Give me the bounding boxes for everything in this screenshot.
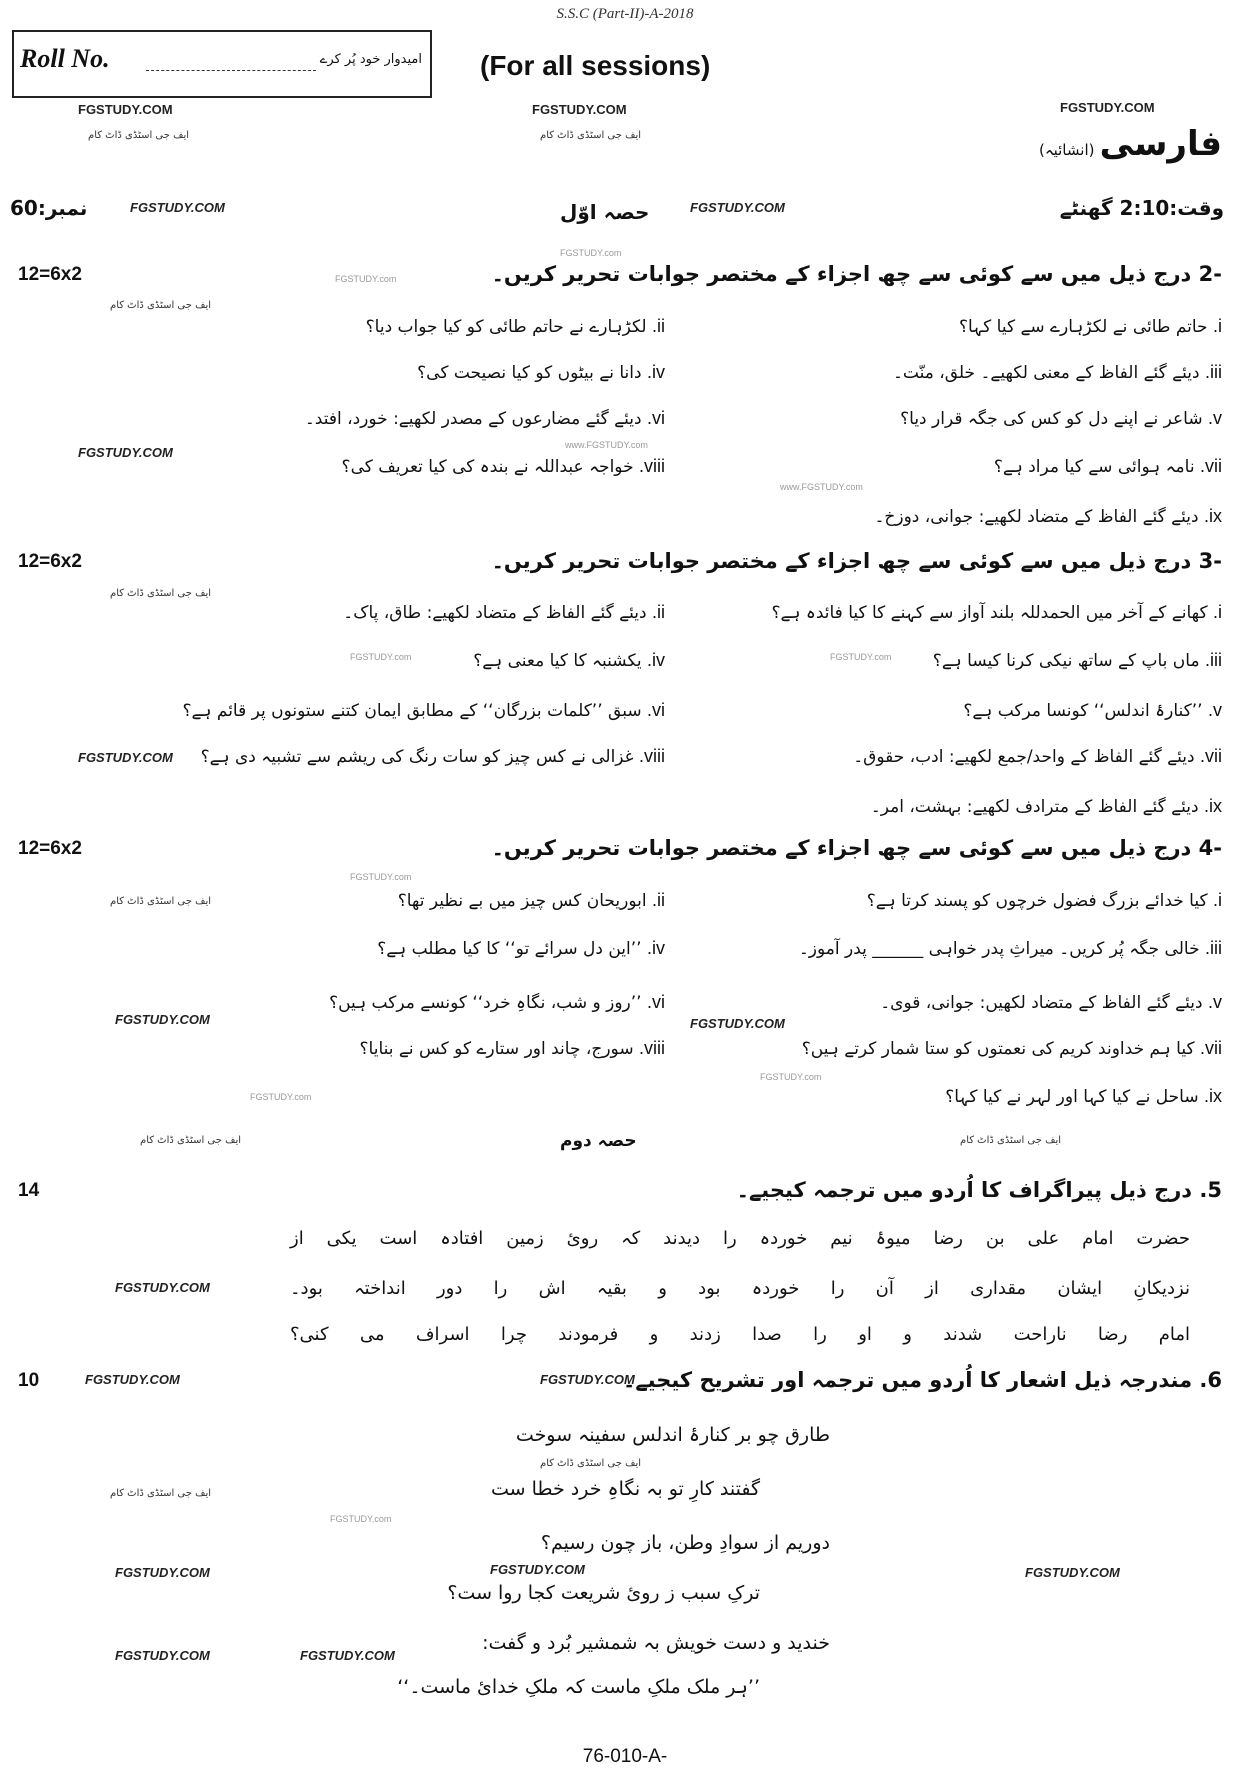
watermark: FGSTUDY.COM [540, 1372, 635, 1387]
watermark-small: www.FGSTUDY.com [780, 482, 863, 492]
question-item [377, 938, 665, 959]
watermark: FGSTUDY.COM [85, 1372, 180, 1387]
question-item [183, 700, 665, 721]
item-number: v. [1207, 408, 1222, 428]
item-number: vii. [1199, 1038, 1222, 1058]
verse-line: خندید و دست خویش بہ شمشیر بُرد و گفت: [482, 1632, 830, 1654]
question-item [305, 408, 665, 429]
q6-heading: 6. مندرجہ ذیل اشعار کا اُردو میں ترجمہ اور تشریح کیجیے۔ [623, 1368, 1222, 1392]
watermark-small: www.FGSTUDY.com [565, 440, 648, 450]
time-allowed: وقت:2:10 گھنٹے [1059, 196, 1224, 220]
q2-marks: 12=6x2 [18, 264, 82, 285]
item-text: ’’این دل سرائے تو‘‘ کا کیا مطلب ہے؟ [377, 939, 642, 959]
watermark: FGSTUDY.COM [115, 1280, 210, 1295]
item-text: خالی جگہ پُر کریں۔ میراثِ پدر خواہی ______ پدر آموز۔ [798, 939, 1200, 959]
item-number: vi. [646, 992, 665, 1012]
item-text: دیئے گئے الفاظ کے معنی لکھیے۔ خلق، منّت۔ [892, 363, 1200, 383]
roll-note: امیدوار خود پُر کرے [319, 52, 422, 67]
item-text: شاعر نے اپنے دل کو کس کی جگہ قرار دیا؟ [900, 409, 1203, 429]
verse-line: ترکِ سبب ز روئ شریعت کجا روا ست؟ [447, 1582, 760, 1604]
watermark: FGSTUDY.COM [115, 1012, 210, 1027]
item-text: کیا ہم خداوند کریم کی نعمتوں کو ستا شمار کرتے ہیں؟ [801, 1039, 1195, 1059]
item-text: نامہ ہوائی سے کیا مراد ہے؟ [993, 457, 1195, 477]
item-number: iii. [1204, 650, 1222, 670]
q4-marks: 12=6x2 [18, 838, 82, 859]
subject-name: فارسی [1099, 124, 1222, 164]
total-marks: نمبر:60 [10, 196, 88, 220]
watermark-small: FGSTUDY.com [830, 652, 892, 662]
question-item [871, 796, 1222, 817]
verse-line: گفتند کارِ تو بہ نگاہِ خرد خطا ست [491, 1478, 760, 1500]
watermark-small: FGSTUDY.com [560, 248, 622, 258]
watermark-urdu: ایف جی اسٹڈی ڈاٹ کام [110, 300, 212, 311]
item-text: دیئے گئے الفاظ کے مترادف لکھیے: بہشت، امر۔ [870, 797, 1199, 817]
item-text: لکڑہارے نے حاتم طائی کو کیا جواب دیا؟ [365, 317, 647, 337]
paper-code: 76-010-A- [582, 1746, 668, 1767]
item-text: دیئے گئے مضارعوں کے مصدر لکھیے: خورد، افتد۔ [304, 409, 642, 429]
roll-label: Roll No. [20, 44, 110, 73]
question-item [874, 506, 1222, 527]
roll-number-box[interactable] [12, 30, 432, 98]
q4-heading: -4 درج ذیل میں سے کوئی سے چھ اجزاء کے مختصر جوابات تحریر کریں۔ [491, 836, 1222, 860]
verse-line: دوریم از سوادِ وطن، باز چون رسیم؟ [540, 1532, 830, 1554]
item-number: iv. [646, 362, 665, 382]
item-text: کیا خدائے بزرگ فضول خرچوں کو پسند کرتا ہے؟ [866, 891, 1208, 911]
item-text: غزالی نے کس چیز کو سات رنگ کی ریشم سے تشبیہ دی ہے؟ [200, 747, 634, 767]
item-text: کھانے کے آخر میں الحمدللہ بلند آواز سے کہنے کا کیا فائدہ ہے؟ [771, 603, 1208, 623]
question-item [772, 602, 1222, 623]
watermark: FGSTUDY.COM [690, 200, 785, 215]
item-number: iii. [1204, 938, 1222, 958]
item-number: v. [1207, 700, 1222, 720]
watermark: FGSTUDY.COM [78, 445, 173, 460]
question-item [853, 746, 1222, 767]
paragraph-line: نزدیکانِ ایشان مقداری از آن را خوردہ بود و بقیہ اش را دور انداختہ بود۔ [290, 1278, 1190, 1299]
item-number: i. [1212, 890, 1222, 910]
verse-line: ’’ہر ملک ملکِ ماست کہ ملکِ خدائ ماست۔‘‘ [397, 1676, 760, 1698]
item-number: vi. [646, 700, 665, 720]
item-number: vii. [1199, 456, 1222, 476]
item-number: iii. [1204, 362, 1222, 382]
question-item [417, 362, 665, 383]
watermark-small: FGSTUDY.com [330, 1514, 392, 1524]
item-text: ابوریحان کس چیز میں بے نظیر تھا؟ [397, 891, 647, 911]
watermark-small: FGSTUDY.com [760, 1072, 822, 1082]
watermark: FGSTUDY.COM [690, 1016, 785, 1031]
item-text: ’’روز و شب، نگاہِ خرد‘‘ کونسے مرکب ہیں؟ [329, 993, 642, 1013]
question-item [900, 408, 1222, 429]
watermark: FGSTUDY.COM [300, 1648, 395, 1663]
watermark-small: FGSTUDY.com [350, 652, 412, 662]
item-number: i. [1212, 602, 1222, 622]
q2-heading: -2 درج ذیل میں سے کوئی سے چھ اجزاء کے مختصر جوابات تحریر کریں۔ [491, 262, 1222, 286]
watermark-urdu: ایف جی اسٹڈی ڈاٹ کام [540, 130, 642, 141]
watermark-small: FGSTUDY.com [335, 274, 397, 284]
watermark-urdu: ایف جی اسٹڈی ڈاٹ کام [540, 1458, 642, 1469]
item-number: ix. [1203, 796, 1222, 816]
watermark-urdu: ایف جی اسٹڈی ڈاٹ کام [960, 1135, 1062, 1146]
watermark: FGSTUDY.COM [130, 200, 225, 215]
watermark: FGSTUDY.COM [115, 1565, 210, 1580]
item-text: دیئے گئے الفاظ کے متضاد لکھیے: طاق، پاک۔ [343, 603, 647, 623]
question-item [959, 316, 1222, 337]
item-text: خواجہ عبداللہ نے بندہ کی کیا تعریف کی؟ [341, 457, 634, 477]
item-text: حاتم طائی نے لکڑہارے سے کیا کہا؟ [958, 317, 1208, 337]
exam-code: S.S.C (Part-II)-A-2018 [556, 6, 694, 22]
watermark-small: FGSTUDY.com [350, 872, 412, 882]
question-item [366, 316, 665, 337]
watermark: FGSTUDY.COM [78, 102, 173, 117]
watermark: FGSTUDY.COM [115, 1648, 210, 1663]
watermark-urdu: ایف جی اسٹڈی ڈاٹ کام [88, 130, 190, 141]
paragraph-line: حضرت امام علی بن رضا میوۂ نیم خوردہ را دیدند کہ روئ زمین افتادہ است یکی از [290, 1228, 1190, 1249]
item-number: viii. [638, 1038, 665, 1058]
paragraph-line: امام رضا ناراحت شدند و او را صدا زدند و فرمودند چرا اسراف می کنی؟ [290, 1324, 1190, 1345]
item-text: ’’کنارۂ اندلس‘‘ کونسا مرکب ہے؟ [963, 701, 1203, 721]
item-number: ii. [651, 890, 665, 910]
item-text: دانا نے بیٹوں کو کیا نصیحت کی؟ [417, 363, 642, 383]
question-item [802, 1038, 1222, 1059]
item-number: ii. [651, 602, 665, 622]
item-number: ix. [1203, 506, 1222, 526]
question-item [342, 456, 665, 477]
question-item [893, 362, 1222, 383]
item-number: ii. [651, 316, 665, 336]
roll-number-line[interactable] [146, 70, 316, 71]
watermark-urdu: ایف جی اسٹڈی ڈاٹ کام [110, 896, 212, 907]
sessions-label: (For all sessions) [480, 50, 711, 81]
question-item [201, 746, 665, 767]
item-number: viii. [638, 456, 665, 476]
item-number: v. [1207, 992, 1222, 1012]
question-item [994, 456, 1222, 477]
item-number: iv. [646, 650, 665, 670]
item-text: دیئے گئے الفاظ کے متضاد لکھیے: جوانی، دوزخ۔ [874, 507, 1199, 527]
q6-marks: 10 [18, 1370, 40, 1391]
item-text: سورج، چاند اور ستارے کو کس نے بنایا؟ [359, 1039, 634, 1059]
watermark: FGSTUDY.COM [490, 1562, 585, 1577]
watermark-urdu: ایف جی اسٹڈی ڈاٹ کام [110, 1488, 212, 1499]
question-item [360, 1038, 665, 1059]
watermark: FGSTUDY.COM [1025, 1565, 1120, 1580]
verse-line: طارق چو بر کنارۂ اندلس سفینہ سوخت [515, 1424, 830, 1446]
watermark: FGSTUDY.COM [532, 102, 627, 117]
q5-marks: 14 [18, 1180, 40, 1201]
question-item [343, 602, 665, 623]
item-text: ساحل نے کیا کہا اور لہر نے کیا کہا؟ [945, 1087, 1199, 1107]
part-one-title: حصہ اوّل [560, 200, 650, 224]
watermark-small: FGSTUDY.com [250, 1092, 312, 1102]
watermark-urdu: ایف جی اسٹڈی ڈاٹ کام [140, 1135, 242, 1146]
item-number: vi. [646, 408, 665, 428]
question-item [945, 1086, 1222, 1107]
item-number: iv. [646, 938, 665, 958]
q5-heading: 5. درج ذیل پیراگراف کا اُردو میں ترجمہ کیجیے۔ [736, 1178, 1222, 1202]
item-text: یکشنبہ کا کیا معنی ہے؟ [473, 651, 642, 671]
question-item [867, 890, 1222, 911]
item-number: ix. [1203, 1086, 1222, 1106]
q3-marks: 12=6x2 [18, 551, 82, 572]
watermark: FGSTUDY.COM [78, 750, 173, 765]
item-text: سبق ’’کلمات بزرگان‘‘ کے مطابق ایمان کتنے ستونوں پر قائم ہے؟ [182, 701, 642, 721]
question-item [473, 650, 665, 671]
question-item [398, 890, 665, 911]
subject-title [1039, 124, 1222, 164]
paper-type: (انشائیہ) [1038, 141, 1095, 159]
question-item [880, 992, 1222, 1013]
item-text: دیئے گئے الفاظ کے واحد/جمع لکھیے: ادب، حقوق۔ [853, 747, 1195, 767]
question-item [329, 992, 665, 1013]
watermark-urdu: ایف جی اسٹڈی ڈاٹ کام [110, 588, 212, 599]
item-number: i. [1212, 316, 1222, 336]
q3-heading: -3 درج ذیل میں سے کوئی سے چھ اجزاء کے مختصر جوابات تحریر کریں۔ [491, 549, 1222, 573]
question-item [799, 938, 1222, 959]
question-item [963, 700, 1222, 721]
part-two-title: حصہ دوم [560, 1131, 637, 1151]
item-text: دیئے گئے الفاظ کے متضاد لکھیں: جوانی، قوی۔ [880, 993, 1203, 1013]
watermark: FGSTUDY.COM [1060, 100, 1155, 115]
item-number: vii. [1199, 746, 1222, 766]
item-number: viii. [638, 746, 665, 766]
item-text: ماں باپ کے ساتھ نیکی کرنا کیسا ہے؟ [932, 651, 1200, 671]
question-item [933, 650, 1222, 671]
